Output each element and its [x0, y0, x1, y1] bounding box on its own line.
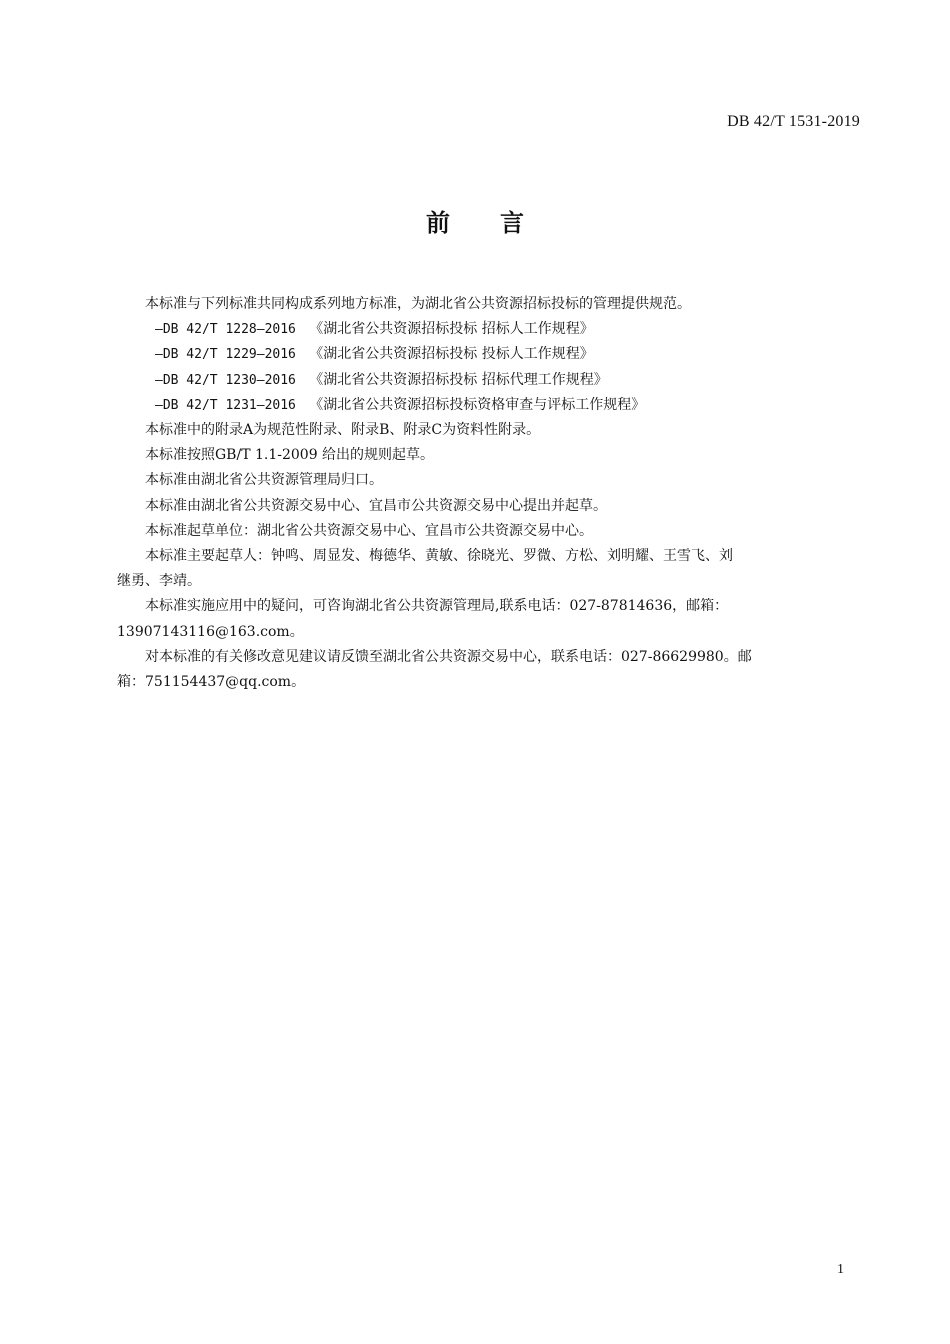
- inquiry-paragraph-line1: 本标准实施应用中的疑问，可咨询湖北省公共资源管理局,联系电话：027-87814636，邮箱：: [145, 598, 729, 615]
- intro-paragraph: 本标准与下列标准共同构成系列地方标准，为湖北省公共资源招标投标的管理提供规范。: [145, 296, 691, 312]
- page-title: [0, 203, 950, 238]
- standard-code: —DB 42/T 1231—2016: [155, 397, 296, 413]
- standard-item: [117, 393, 860, 418]
- drafting-rules-paragraph: 本标准按照GB/T 1.1-2009 给出的规则起草。: [145, 447, 435, 464]
- preface-body: [117, 292, 860, 695]
- title-char-1: 前: [426, 209, 450, 237]
- standard-item: [117, 342, 860, 367]
- standard-item: [117, 368, 860, 393]
- standard-item: [117, 317, 860, 342]
- drafters-paragraph-line2: 继勇、李靖。: [117, 573, 201, 590]
- standard-code: —DB 42/T 1229—2016: [155, 347, 296, 363]
- title-char-2: 言: [500, 209, 524, 237]
- drafters-paragraph-line1: 本标准主要起草人：钟鸣、周显发、梅德华、黄敏、徐晓光、罗微、方松、刘明耀、王雪飞、刘: [145, 548, 733, 565]
- units-paragraph: 本标准起草单位：湖北省公共资源交易中心、宜昌市公共资源交易中心。: [145, 522, 593, 539]
- inquiry-paragraph-line2: 13907143116@163.com。: [117, 623, 304, 640]
- standard-name: 《湖北省公共资源招标投标 招标代理工作规程》: [309, 371, 608, 388]
- feedback-paragraph-line2: 箱：751154437@qq.com。: [117, 674, 306, 691]
- administered-paragraph: 本标准由湖北省公共资源管理局归口。: [145, 472, 383, 489]
- appendix-paragraph: 本标准中的附录A为规范性附录、附录B、附录C为资料性附录。: [145, 422, 541, 439]
- page-number: 1: [837, 1262, 844, 1277]
- document-code: DB 42/T 1531-2019: [727, 113, 860, 130]
- standard-name: 《湖北省公共资源招标投标 投标人工作规程》: [309, 346, 594, 363]
- proposed-paragraph: 本标准由湖北省公共资源交易中心、宜昌市公共资源交易中心提出并起草。: [145, 497, 607, 514]
- standard-name: 《湖北省公共资源招标投标资格审查与评标工作规程》: [309, 396, 646, 413]
- standard-code: —DB 42/T 1230—2016: [155, 372, 296, 388]
- feedback-paragraph-line1: 对本标准的有关修改意见建议请反馈至湖北省公共资源交易中心，联系电话：027-86629980。邮: [145, 648, 752, 665]
- standard-name: 《湖北省公共资源招标投标 招标人工作规程》: [309, 321, 594, 338]
- standard-code: —DB 42/T 1228—2016: [155, 322, 296, 338]
